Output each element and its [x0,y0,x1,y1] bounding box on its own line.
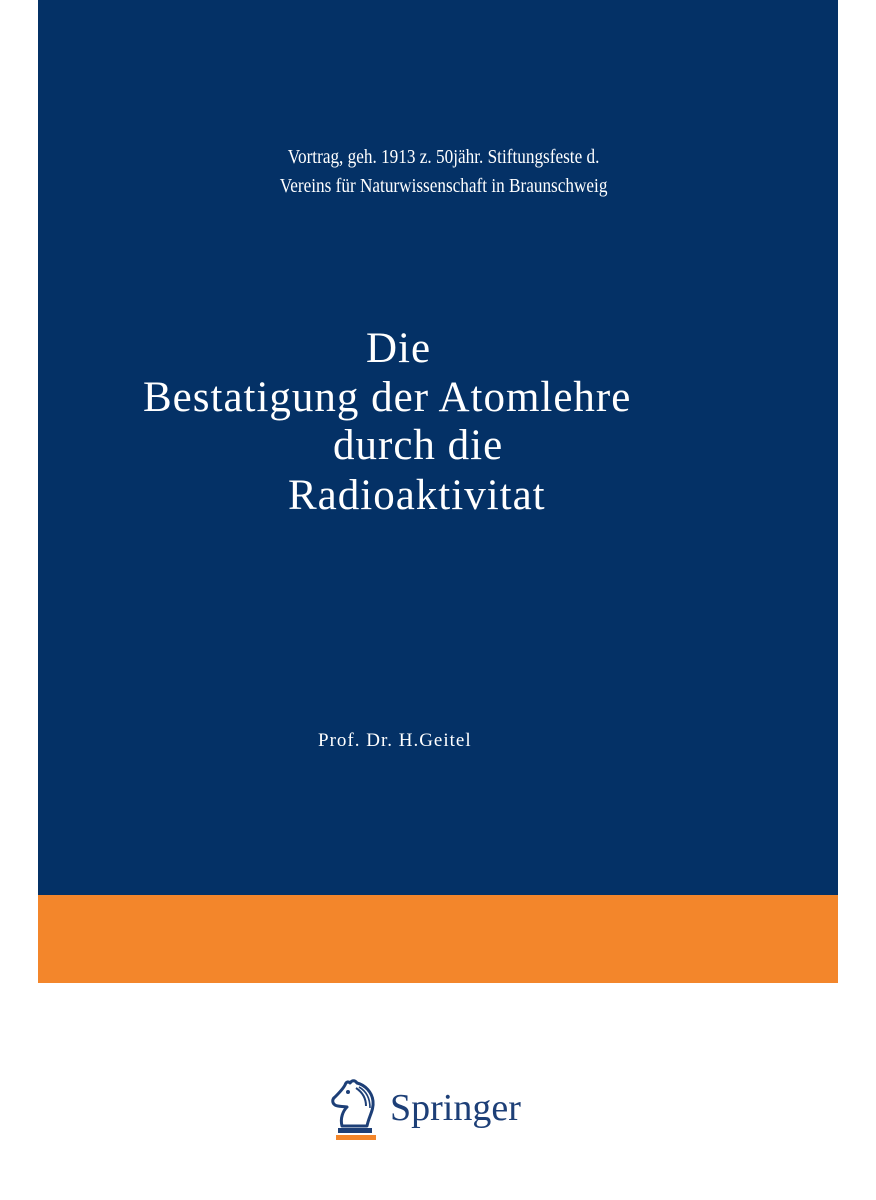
subtitle-line-2: Vereins für Naturwissenschaft in Braunschweig [279,175,608,197]
chess-knight-icon [328,1078,382,1144]
author-name: Prof. Dr. H.Geitel [318,730,472,751]
orange-band [38,895,838,983]
cover-panel [38,0,838,895]
title-line-3: durch die [333,422,504,469]
title-line-4: Radioaktivitat [288,472,546,519]
lecture-subtitle [100,143,788,201]
subtitle-line-1: Vortrag, geh. 1913 z. 50jähr. Stiftungsfeste d. [287,146,600,168]
publisher-name: Springer [390,1087,521,1129]
title-line-1: Die [366,325,432,372]
title-line-2: Bestatigung der Atomlehre [143,374,632,421]
publisher-logo [328,1078,568,1148]
